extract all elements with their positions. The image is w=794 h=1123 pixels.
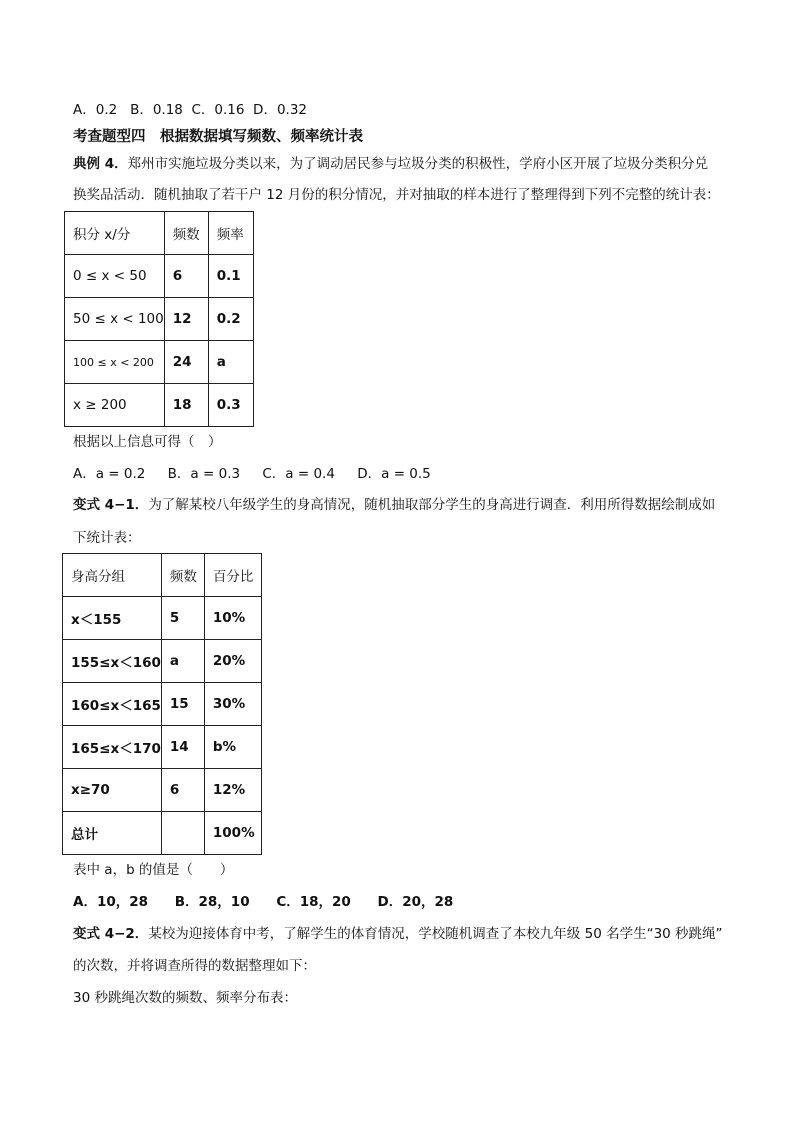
- count-cell: 15: [161, 683, 204, 726]
- range-cell: 50 ≤ x < 100: [65, 298, 165, 341]
- variant-4-1-paragraph-line2: 下统计表：: [73, 530, 141, 546]
- option-b: B．28，10: [174, 894, 250, 910]
- count-cell: 6: [164, 255, 208, 298]
- variant-4-2-paragraph-line3: 30 秒跳绳次数的频数、频率分布表：: [73, 990, 297, 1006]
- table-header-row: [63, 554, 262, 597]
- example-4-paragraph-line2: 换奖品活动．随机抽取了若干户 12 月份的积分情况，并对抽取的样本进行了整理得到下列不完整的统计表：: [73, 187, 720, 203]
- option-a: A．10，28: [73, 894, 149, 910]
- example-4-table: [64, 211, 254, 427]
- option-d: D．a = 0.5: [357, 466, 431, 482]
- count-cell: 14: [161, 726, 204, 769]
- variant-4-1-table: [62, 553, 262, 855]
- table-row: [65, 384, 254, 427]
- variant-4-2-paragraph-line1: [73, 925, 723, 943]
- table-row: [63, 640, 262, 683]
- header-cell: 频率: [208, 212, 253, 255]
- table-row: [63, 683, 262, 726]
- table-row: [63, 769, 262, 812]
- percent-cell: 100%: [204, 812, 261, 855]
- previous-question-options: [73, 101, 307, 119]
- count-cell: 12: [164, 298, 208, 341]
- table-row: [65, 255, 254, 298]
- range-cell: x ≥ 200: [65, 384, 165, 427]
- table-row: [65, 298, 254, 341]
- range-cell: 0 ≤ x < 50: [65, 255, 165, 298]
- header-cell: 频数: [164, 212, 208, 255]
- percent-cell: b%: [204, 726, 261, 769]
- example-4-options: [73, 465, 441, 483]
- table-row: [65, 341, 254, 384]
- header-cell: 身高分组: [63, 554, 162, 597]
- header-cell: 积分 x/分: [65, 212, 165, 255]
- frequency-cell: 0.2: [208, 298, 253, 341]
- total-label-cell: 总计: [63, 812, 162, 855]
- header-cell: 频数: [161, 554, 204, 597]
- frequency-cell: a: [208, 341, 253, 384]
- percent-cell: 20%: [204, 640, 261, 683]
- count-cell: 6: [161, 769, 204, 812]
- range-cell: 160≤x＜165: [63, 683, 162, 726]
- count-cell: 5: [161, 597, 204, 640]
- frequency-cell: 0.3: [208, 384, 253, 427]
- option-c: C．18，20: [276, 894, 351, 910]
- option-c: C．a = 0.4: [262, 466, 335, 482]
- table-row-total: [63, 812, 262, 855]
- count-cell: 24: [164, 341, 208, 384]
- count-cell: a: [161, 640, 204, 683]
- variant-4-2-paragraph-line2: 的次数，并将调查所得的数据整理如下：: [73, 958, 316, 974]
- example-4-text: 郑州市实施垃圾分类以来，为了调动居民参与垃圾分类的积极性，学府小区开展了垃圾分类积分兑: [127, 156, 709, 172]
- variant-4-1-paragraph-line1: [73, 496, 715, 514]
- variant-4-2-label: 变式 4−2．: [73, 926, 149, 942]
- options-text: A．0.2 B．0.18 C．0.16 D．0.32: [73, 102, 308, 118]
- table-row: [63, 597, 262, 640]
- option-b: B．a = 0.3: [167, 466, 241, 482]
- variant-4-1-label: 变式 4−1．: [73, 497, 149, 513]
- option-a: A．a = 0.2: [73, 466, 146, 482]
- example-4-question: 根据以上信息可得（ ）: [73, 434, 222, 450]
- count-cell: [161, 812, 204, 855]
- example-4-label: 典例 4．: [73, 156, 128, 172]
- variant-4-1-text: 为了解某校八年级学生的身高情况，随机抽取部分学生的身高进行调查．利用所得数据绘制成如: [148, 497, 716, 513]
- table-header-row: [65, 212, 254, 255]
- frequency-cell: 0.1: [208, 255, 253, 298]
- example-4-paragraph-line1: [73, 155, 708, 173]
- header-cell: 百分比: [204, 554, 261, 597]
- percent-cell: 12%: [204, 769, 261, 812]
- option-d: D．20，28: [377, 894, 454, 910]
- variant-4-1-options: [73, 893, 453, 911]
- section-title: 考查题型四 根据数据填写频数、频率统计表: [73, 129, 363, 145]
- variant-4-1-question: 表中 a，b 的值是（ ）: [73, 862, 234, 878]
- table-row: [63, 726, 262, 769]
- variant-4-2-text: 某校为迎接体育中考，了解学生的体育情况，学校随机调查了本校九年级 50 名学生“30 秒跳绳”: [148, 926, 723, 942]
- range-cell: 155≤x＜160: [63, 640, 162, 683]
- range-cell: x＜155: [63, 597, 162, 640]
- percent-cell: 30%: [204, 683, 261, 726]
- percent-cell: 10%: [204, 597, 261, 640]
- range-cell: 165≤x＜170: [63, 726, 162, 769]
- range-cell: 100 ≤ x < 200: [65, 341, 165, 384]
- count-cell: 18: [164, 384, 208, 427]
- range-cell: x≥70: [63, 769, 162, 812]
